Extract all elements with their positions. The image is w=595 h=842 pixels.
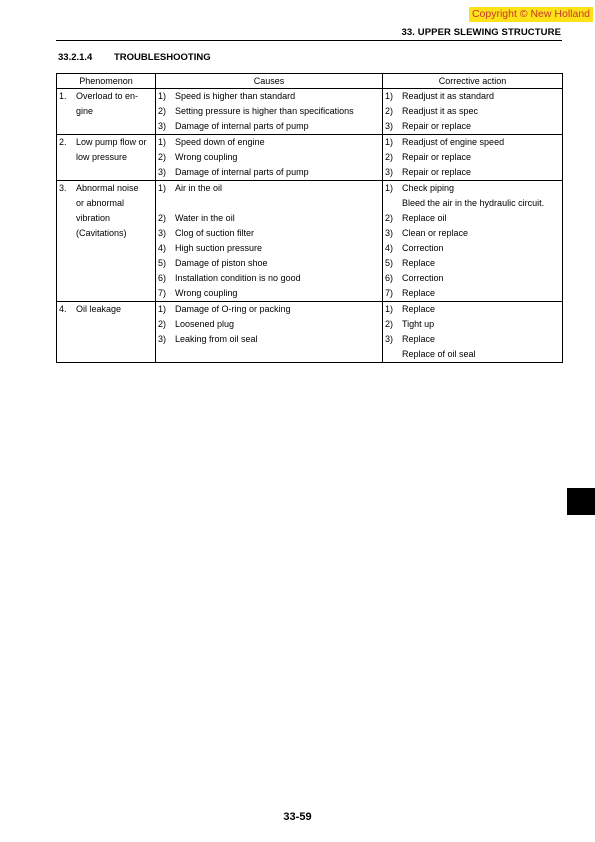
corrective-action-cell [383,286,563,302]
item-number: 2) [385,319,394,329]
cause-cell [156,347,383,363]
item-number: 1) [385,91,394,101]
phenomenon-cell [57,226,156,241]
column-header-phenomenon: Phenomenon [57,74,156,89]
item-number: 2) [158,152,167,162]
corrective-action-cell [383,317,563,332]
item-number: 1) [385,304,394,314]
item-text: vibration [76,213,111,223]
table-row [57,286,563,302]
item-text: Abnormal noise [76,183,139,193]
table-row [57,89,563,105]
item-number: 1) [385,183,394,193]
table-row [57,317,563,332]
item-number: 1. [59,91,67,101]
item-text: Loosened plug [175,319,235,329]
item-text: Replace [402,304,436,314]
item-text: Leaking from oil seal [175,334,258,344]
item-text: Setting pressure is higher than specifications [175,106,354,116]
corrective-action-cell [383,211,563,226]
phenomenon-cell [57,241,156,256]
item-text: Damage of O-ring or packing [175,304,291,314]
header-rule [56,40,562,41]
item-number: 2) [385,152,394,162]
subsection-title: TROUBLESHOOTING [114,52,211,63]
corrective-action-cell [383,256,563,271]
corrective-action-cell [383,196,563,211]
cause-cell [156,286,383,302]
corrective-action-cell [383,119,563,135]
item-text: Replace [402,334,436,344]
table-header-row [57,74,563,89]
cause-cell [156,241,383,256]
phenomenon-cell [57,332,156,347]
subsection-number: 33.2.1.4 [58,52,93,63]
item-text: Correction [402,243,444,253]
item-number: 3) [385,121,394,131]
item-text: low pressure [76,152,128,162]
item-number: 1) [158,304,167,314]
item-text: Correction [402,273,444,283]
item-number: 2) [385,213,394,223]
item-number: 3. [59,183,67,193]
table-row [57,271,563,286]
phenomenon-cell [57,211,156,226]
corrective-action-cell [383,104,563,119]
phenomenon-cell [57,302,156,318]
cause-cell [156,135,383,151]
item-text: Low pump flow or [76,137,147,147]
cause-cell [156,302,383,318]
table-row [57,256,563,271]
column-header-corrective-action: Corrective action [383,74,563,89]
cause-cell [156,165,383,181]
cause-cell [156,211,383,226]
corrective-action-cell [383,241,563,256]
item-number: 3) [385,228,394,238]
item-number: 2) [158,213,167,223]
item-text: or abnormal [76,198,125,208]
item-text: Damage of internal parts of pump [175,167,309,177]
item-number: 1) [158,137,167,147]
item-text: Repair or replace [402,167,472,177]
phenomenon-cell [57,150,156,165]
copyright-notice: Copyright © New Holland [469,7,593,22]
phenomenon-cell [57,317,156,332]
phenomenon-cell [57,271,156,286]
phenomenon-cell [57,256,156,271]
item-text: Readjust it as spec [402,106,479,116]
item-number: 7) [385,288,394,298]
item-text: gine [76,106,94,116]
item-number: 6) [385,273,394,283]
cause-cell [156,317,383,332]
item-number: 2) [158,319,167,329]
item-text: Wrong coupling [175,152,238,162]
table-row [57,181,563,197]
corrective-action-cell [383,271,563,286]
section-header: 33. UPPER SLEWING STRUCTURE [401,27,561,38]
cause-cell [156,150,383,165]
section-tab-marker [567,488,595,515]
item-number: 1) [158,91,167,101]
table-row [57,302,563,318]
phenomenon-cell [57,135,156,151]
phenomenon-cell [57,181,156,197]
item-number: 3) [158,121,167,131]
item-text: Damage of piston shoe [175,258,268,268]
item-text: Oil leakage [76,304,122,314]
item-text: Clog of suction filter [175,228,255,238]
item-text: Bleed the air in the hydraulic circuit. [402,198,545,208]
item-text: Wrong coupling [175,288,238,298]
item-number: 3) [385,167,394,177]
table-body [57,89,563,363]
item-number: 3) [158,228,167,238]
cause-cell [156,226,383,241]
item-text: Water in the oil [175,213,235,223]
cause-cell [156,196,383,211]
item-text: Replace [402,258,436,268]
item-number: 6) [158,273,167,283]
table-row [57,196,563,211]
item-number: 2. [59,137,67,147]
table-row [57,211,563,226]
corrective-action-cell [383,226,563,241]
phenomenon-cell [57,196,156,211]
item-number: 5) [158,258,167,268]
item-text: Speed is higher than standard [175,91,296,101]
corrective-action-cell [383,302,563,318]
item-number: 4) [158,243,167,253]
item-text: Overload to en- [76,91,139,101]
corrective-action-cell [383,150,563,165]
troubleshooting-table [56,73,563,363]
page-number: 33-59 [283,811,312,823]
item-number: 4. [59,304,67,314]
corrective-action-cell [383,332,563,347]
item-text: Readjust of engine speed [402,137,505,147]
cause-cell [156,332,383,347]
subsection-heading [58,52,211,63]
column-header-causes: Causes [156,74,383,89]
item-text: High suction pressure [175,243,263,253]
phenomenon-cell [57,119,156,135]
item-text: Replace oil [402,213,447,223]
cause-cell [156,89,383,105]
item-number: 2) [385,106,394,116]
phenomenon-cell [57,165,156,181]
corrective-action-cell [383,89,563,105]
phenomenon-cell [57,347,156,363]
table-row [57,119,563,135]
table-row [57,135,563,151]
table-row [57,165,563,181]
item-number: 3) [385,334,394,344]
item-number: 1) [158,183,167,193]
table-row [57,150,563,165]
item-text: Tight up [402,319,435,329]
phenomenon-cell [57,286,156,302]
corrective-action-cell [383,181,563,197]
corrective-action-cell [383,135,563,151]
item-number: 5) [385,258,394,268]
cause-cell [156,119,383,135]
item-text: Readjust it as standard [402,91,495,101]
corrective-action-cell [383,165,563,181]
item-text: Speed down of engine [175,137,265,147]
item-text: Installation condition is no good [175,273,301,283]
cause-cell [156,271,383,286]
item-number: 4) [385,243,394,253]
table-row [57,226,563,241]
item-number: 2) [158,106,167,116]
item-text: Repair or replace [402,121,472,131]
corrective-action-cell [383,347,563,363]
cause-cell [156,256,383,271]
cause-cell [156,104,383,119]
cause-cell [156,181,383,197]
item-text: Replace of oil seal [402,349,476,359]
table-row [57,104,563,119]
item-text: Clean or replace [402,228,469,238]
table-row [57,241,563,256]
item-text: Air in the oil [175,183,223,193]
phenomenon-cell [57,104,156,119]
item-text: Damage of internal parts of pump [175,121,309,131]
item-text: Repair or replace [402,152,472,162]
item-number: 1) [385,137,394,147]
item-text: Replace [402,288,436,298]
item-text: Check piping [402,183,455,193]
phenomenon-cell [57,89,156,105]
item-number: 3) [158,334,167,344]
item-number: 7) [158,288,167,298]
item-number: 3) [158,167,167,177]
item-text: (Cavitations) [76,228,127,238]
table-row [57,347,563,363]
table-row [57,332,563,347]
